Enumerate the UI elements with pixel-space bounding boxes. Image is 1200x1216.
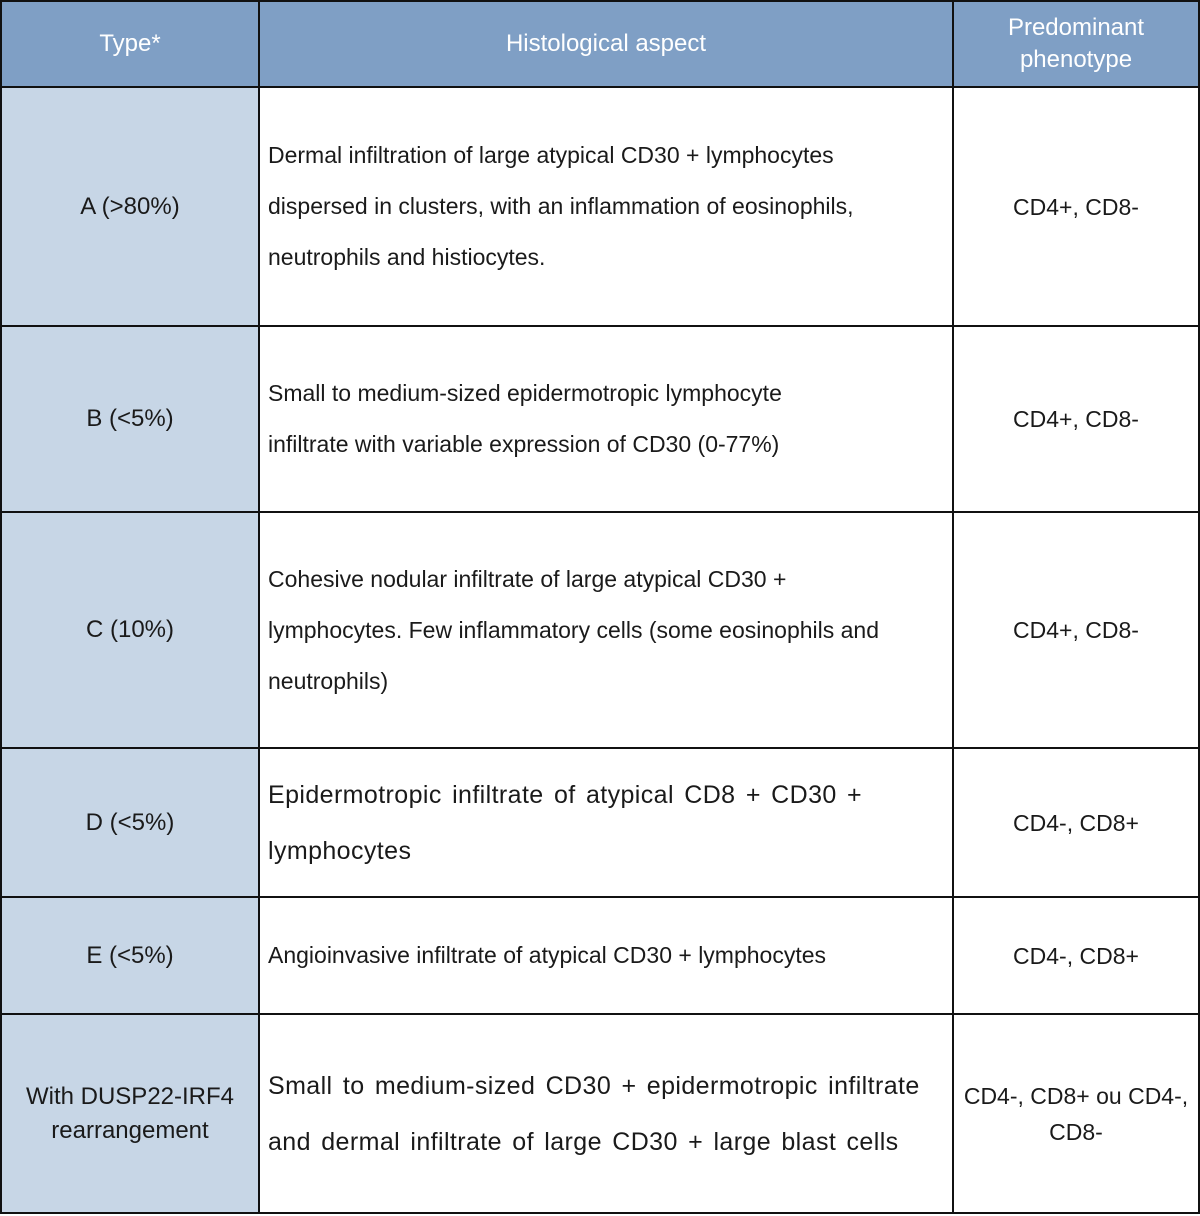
phenotype-cell: CD4-, CD8+: [953, 897, 1199, 1014]
header-type: Type*: [1, 1, 259, 87]
type-cell: D (<5%): [1, 748, 259, 897]
type-cell: E (<5%): [1, 897, 259, 1014]
aspect-cell: Dermal infiltration of large atypical CD30 + lymphocytes dispersed in clusters, with an inflammation of eosinophils, neutrophils and histiocytes.: [259, 87, 953, 326]
table-row: [1, 897, 1199, 1014]
header-predominant-phenotype: Predominant phenotype: [953, 1, 1199, 87]
phenotype-cell: CD4+, CD8-: [953, 326, 1199, 512]
type-cell: With DUSP22-IRF4 rearrangement: [1, 1014, 259, 1213]
table-row: [1, 87, 1199, 326]
type-cell: B (<5%): [1, 326, 259, 512]
table-row: [1, 326, 1199, 512]
aspect-cell: Epidermotropic infiltrate of atypical CD8 + CD30 + lymphocytes: [259, 748, 953, 897]
aspect-cell: Angioinvasive infiltrate of atypical CD30 + lymphocytes: [259, 897, 953, 1014]
aspect-cell: Small to medium-sized epidermotropic lymphocyte infiltrate with variable expression of CD30 (0-77%): [259, 326, 953, 512]
header-histological-aspect: Histological aspect: [259, 1, 953, 87]
table-row: [1, 1014, 1199, 1213]
type-cell: C (10%): [1, 512, 259, 748]
phenotype-cell: CD4-, CD8+: [953, 748, 1199, 897]
type-cell: A (>80%): [1, 87, 259, 326]
header-row: [1, 1, 1199, 87]
phenotype-cell: CD4-, CD8+ ou CD4-, CD8-: [953, 1014, 1199, 1213]
table-row: [1, 512, 1199, 748]
phenotype-cell: CD4+, CD8-: [953, 87, 1199, 326]
aspect-cell: Cohesive nodular infiltrate of large atypical CD30 + lymphocytes. Few inflammatory cells (some eosinophils and neutrophils): [259, 512, 953, 748]
table-row: [1, 748, 1199, 897]
aspect-cell: Small to medium-sized CD30 + epidermotropic infiltrate and dermal infiltrate of large CD30 + large blast cells: [259, 1014, 953, 1213]
phenotype-cell: CD4+, CD8-: [953, 512, 1199, 748]
